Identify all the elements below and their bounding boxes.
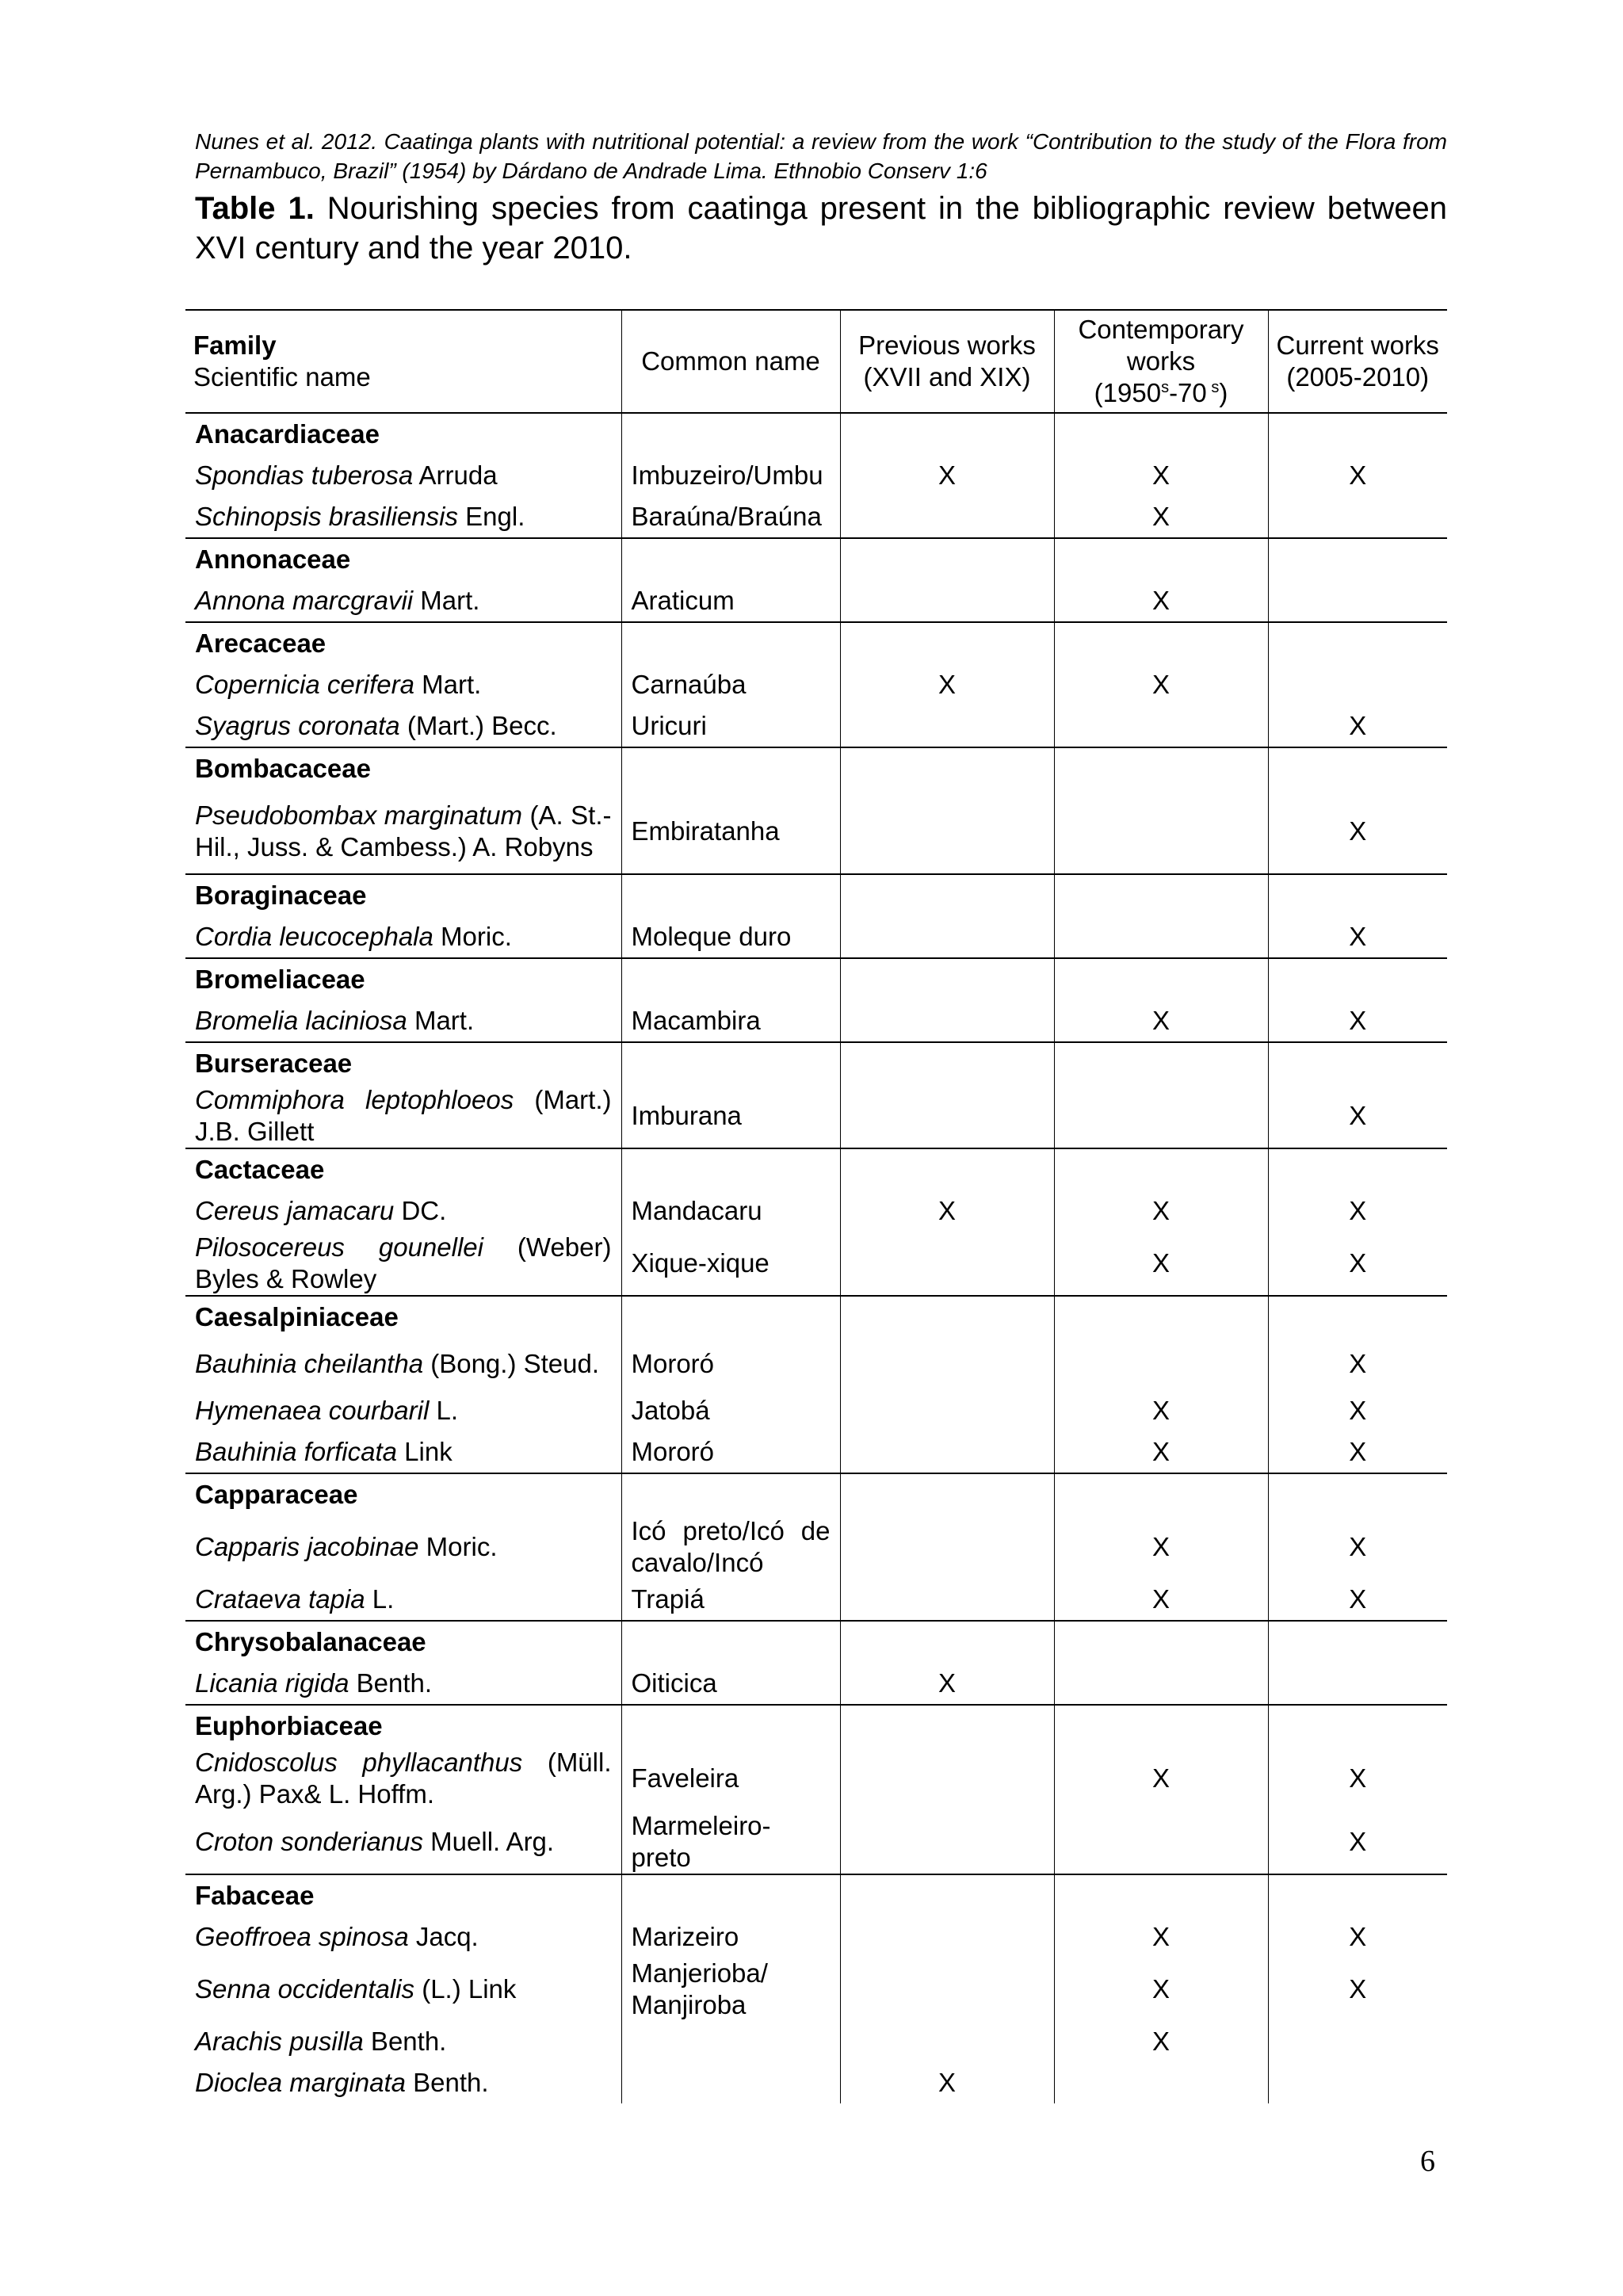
family-name: Fabaceae <box>185 1874 621 1916</box>
empty-cell <box>840 874 1054 916</box>
empty-cell <box>621 538 840 580</box>
previous-works-mark <box>840 1515 1054 1579</box>
empty-cell <box>1054 538 1268 580</box>
common-name: Trapiá <box>621 1579 840 1621</box>
previous-works-mark <box>840 1810 1054 1874</box>
empty-cell <box>840 622 1054 664</box>
previous-works-mark <box>840 1431 1054 1473</box>
empty-cell <box>621 1296 840 1338</box>
scientific-name-cell <box>185 1747 621 1810</box>
contemporary-works-mark: X <box>1054 2021 1268 2062</box>
scientific-name-cell <box>185 1958 621 2021</box>
species-row <box>185 1390 1447 1431</box>
empty-cell <box>1268 1705 1447 1747</box>
family-row <box>185 413 1447 455</box>
empty-cell <box>1268 538 1447 580</box>
empty-cell <box>1054 1705 1268 1747</box>
common-name <box>621 2021 840 2062</box>
scientific-name-cell <box>185 1431 621 1473</box>
scientific-name: Capparis jacobinae <box>195 1532 419 1561</box>
empty-cell <box>840 1148 1054 1190</box>
header-family: Family <box>193 330 277 360</box>
contemporary-works-mark: X <box>1054 1190 1268 1232</box>
empty-cell <box>1054 1148 1268 1190</box>
empty-cell <box>1268 874 1447 916</box>
scientific-name-cell <box>185 1663 621 1705</box>
family-row <box>185 1705 1447 1747</box>
previous-works-mark: X <box>840 455 1054 496</box>
contemporary-works-mark <box>1054 1810 1268 1874</box>
species-row <box>185 1916 1447 1958</box>
authority: Benth. <box>405 2068 489 2097</box>
scientific-name-cell <box>185 1190 621 1232</box>
empty-cell <box>621 747 840 789</box>
family-row <box>185 622 1447 664</box>
common-name: Jatobá <box>621 1390 840 1431</box>
previous-works-mark <box>840 496 1054 538</box>
empty-cell <box>840 1621 1054 1663</box>
empty-cell <box>1054 1296 1268 1338</box>
scientific-name: Dioclea marginata <box>195 2068 406 2097</box>
species-table <box>185 309 1447 2103</box>
scientific-name: Cnidoscolus phyllacanthus <box>195 1748 523 1777</box>
species-row <box>185 1663 1447 1705</box>
family-name: Bombacaceae <box>185 747 621 789</box>
empty-cell <box>1054 747 1268 789</box>
empty-cell <box>1268 958 1447 1000</box>
empty-cell <box>1054 1042 1268 1084</box>
species-row <box>185 580 1447 622</box>
scientific-name: Bromelia laciniosa <box>195 1006 407 1035</box>
current-works-mark: X <box>1268 789 1447 874</box>
current-works-mark <box>1268 1663 1447 1705</box>
citation-line-1: Nunes et al. 2012. Caatinga plants with nutritional potential: a review from the work “Contribution to the study of <box>195 129 1301 154</box>
common-name: Mororó <box>621 1431 840 1473</box>
header-current-works <box>1268 310 1447 413</box>
empty-cell <box>1268 747 1447 789</box>
empty-cell <box>1268 1148 1447 1190</box>
species-row <box>185 455 1447 496</box>
contemporary-works-mark: X <box>1054 1431 1268 1473</box>
header-family-scientific <box>185 310 621 413</box>
family-name: Chrysobalanaceae <box>185 1621 621 1663</box>
empty-cell <box>840 958 1054 1000</box>
common-name: Mororó <box>621 1338 840 1390</box>
previous-works-mark <box>840 1579 1054 1621</box>
header-contemporary-works <box>1054 310 1268 413</box>
family-row <box>185 747 1447 789</box>
common-name: Macambira <box>621 1000 840 1042</box>
previous-works-mark: X <box>840 1663 1054 1705</box>
authority: Link <box>397 1437 453 1466</box>
scientific-name-cell <box>185 1390 621 1431</box>
scientific-name-cell <box>185 2062 621 2103</box>
authority: (Mart.) Becc. <box>399 711 557 740</box>
contemporary-works-mark: X <box>1054 496 1268 538</box>
family-name: Bromeliaceae <box>185 958 621 1000</box>
empty-cell <box>621 1473 840 1515</box>
previous-works-mark: X <box>840 664 1054 705</box>
empty-cell <box>1268 1042 1447 1084</box>
contemporary-works-mark: X <box>1054 1000 1268 1042</box>
authority: Jacq. <box>408 1922 479 1951</box>
empty-cell <box>1268 413 1447 455</box>
current-works-mark: X <box>1268 1916 1447 1958</box>
common-name: Faveleira <box>621 1747 840 1810</box>
common-name <box>621 2062 840 2103</box>
common-name: Imburana <box>621 1084 840 1148</box>
empty-cell <box>840 413 1054 455</box>
scientific-name: Crataeva tapia <box>195 1584 365 1614</box>
authority: Engl. <box>457 502 525 531</box>
empty-cell <box>1268 1621 1447 1663</box>
header-contemporary-label: Contemporary works <box>1078 315 1244 376</box>
empty-cell <box>621 413 840 455</box>
scientific-name-cell <box>185 1515 621 1579</box>
species-row <box>185 1810 1447 1874</box>
current-works-mark: X <box>1268 1232 1447 1296</box>
scientific-name: Senna occidentalis <box>195 1974 415 2004</box>
family-row <box>185 958 1447 1000</box>
current-works-mark: X <box>1268 1338 1447 1390</box>
header-common-name: Common name <box>621 310 840 413</box>
scientific-name-cell <box>185 1000 621 1042</box>
family-name: Boraginaceae <box>185 874 621 916</box>
previous-works-mark <box>840 789 1054 874</box>
scientific-name: Commiphora leptophloeos <box>195 1085 514 1114</box>
authority: Benth. <box>363 2027 447 2056</box>
scientific-name-cell <box>185 580 621 622</box>
empty-cell <box>621 1042 840 1084</box>
scientific-name-cell <box>185 1232 621 1296</box>
citation-line-2: the Flora from Pernambuco, Brazil” (1954) by Dárdano de Andrade Lima. Ethnobio Conserv 1:6 <box>195 129 1447 183</box>
scientific-name: Geoffroea spinosa <box>195 1922 409 1951</box>
empty-cell <box>840 538 1054 580</box>
species-row <box>185 789 1447 874</box>
authority: Muell. Arg. <box>423 1827 555 1856</box>
current-works-mark: X <box>1268 1390 1447 1431</box>
family-row <box>185 1473 1447 1515</box>
scientific-name: Pilosocereus gounellei <box>195 1232 483 1262</box>
scientific-name-cell <box>185 1084 621 1148</box>
current-works-mark: X <box>1268 1810 1447 1874</box>
header-contemporary-year-70: -70 <box>1169 378 1207 407</box>
common-name: Uricuri <box>621 705 840 747</box>
contemporary-works-mark: X <box>1054 580 1268 622</box>
species-row <box>185 1190 1447 1232</box>
current-works-mark <box>1268 2062 1447 2103</box>
authority: L. <box>429 1396 459 1425</box>
header-current-label: Current works <box>1276 330 1439 360</box>
species-row <box>185 1084 1447 1148</box>
contemporary-works-mark: X <box>1054 1579 1268 1621</box>
empty-cell <box>621 622 840 664</box>
current-works-mark: X <box>1268 1579 1447 1621</box>
authority: Benth. <box>349 1668 433 1698</box>
empty-cell <box>1054 622 1268 664</box>
family-name: Anacardiaceae <box>185 413 621 455</box>
scientific-name: Cordia leucocephala <box>195 922 433 951</box>
scientific-name-cell <box>185 1338 621 1390</box>
previous-works-mark: X <box>840 1190 1054 1232</box>
previous-works-mark <box>840 1000 1054 1042</box>
species-row <box>185 1747 1447 1810</box>
previous-works-mark <box>840 580 1054 622</box>
family-name: Cactaceae <box>185 1148 621 1190</box>
scientific-name-cell <box>185 455 621 496</box>
current-works-mark: X <box>1268 1958 1447 2021</box>
scientific-name-cell <box>185 1916 621 1958</box>
species-row <box>185 1579 1447 1621</box>
previous-works-mark <box>840 1084 1054 1148</box>
previous-works-mark <box>840 1916 1054 1958</box>
current-works-mark: X <box>1268 1747 1447 1810</box>
empty-cell <box>840 747 1054 789</box>
authority: Mart. <box>414 670 482 699</box>
common-name: Carnaúba <box>621 664 840 705</box>
family-name: Capparaceae <box>185 1473 621 1515</box>
family-row <box>185 1148 1447 1190</box>
contemporary-works-mark <box>1054 705 1268 747</box>
common-name: Icó preto/Icó de cavalo/Incó <box>621 1515 840 1579</box>
previous-works-mark <box>840 1958 1054 2021</box>
empty-cell <box>1054 874 1268 916</box>
contemporary-works-mark <box>1054 1084 1268 1148</box>
table-caption <box>195 189 1447 268</box>
previous-works-mark <box>840 1390 1054 1431</box>
species-row <box>185 705 1447 747</box>
contemporary-works-mark <box>1054 1338 1268 1390</box>
current-works-mark: X <box>1268 1084 1447 1148</box>
current-works-mark: X <box>1268 1190 1447 1232</box>
scientific-name-cell <box>185 1579 621 1621</box>
page-number: 6 <box>1420 2145 1435 2178</box>
common-name: Marmeleiro-preto <box>621 1810 840 1874</box>
family-name: Arecaceae <box>185 622 621 664</box>
species-row <box>185 2062 1447 2103</box>
scientific-name-cell <box>185 705 621 747</box>
common-name: Marizeiro <box>621 1916 840 1958</box>
scientific-name-cell <box>185 496 621 538</box>
species-row <box>185 1431 1447 1473</box>
contemporary-works-mark <box>1054 916 1268 958</box>
species-row <box>185 916 1447 958</box>
family-row <box>185 1042 1447 1084</box>
empty-cell <box>1268 622 1447 664</box>
family-row <box>185 1296 1447 1338</box>
family-name: Annonaceae <box>185 538 621 580</box>
table-caption-label: Table 1. <box>195 191 315 226</box>
empty-cell <box>621 1705 840 1747</box>
empty-cell <box>621 1874 840 1916</box>
current-works-mark: X <box>1268 705 1447 747</box>
empty-cell <box>840 1473 1054 1515</box>
species-row <box>185 1232 1447 1296</box>
table-body <box>185 413 1447 2103</box>
scientific-name: Copernicia cerifera <box>195 670 414 699</box>
common-name: Mandacaru <box>621 1190 840 1232</box>
header-contemporary-year-1950: (1950 <box>1094 378 1162 407</box>
empty-cell <box>1054 1874 1268 1916</box>
previous-works-mark: X <box>840 2062 1054 2103</box>
contemporary-works-mark <box>1054 2062 1268 2103</box>
current-works-mark: X <box>1268 1431 1447 1473</box>
empty-cell <box>1268 1874 1447 1916</box>
current-works-mark <box>1268 580 1447 622</box>
empty-cell <box>1054 958 1268 1000</box>
common-name: Imbuzeiro/Umbu <box>621 455 840 496</box>
empty-cell <box>621 958 840 1000</box>
species-row <box>185 1338 1447 1390</box>
empty-cell <box>1054 1473 1268 1515</box>
family-name: Euphorbiaceae <box>185 1705 621 1747</box>
contemporary-works-mark: X <box>1054 1232 1268 1296</box>
previous-works-mark <box>840 916 1054 958</box>
family-name: Caesalpiniaceae <box>185 1296 621 1338</box>
previous-works-mark <box>840 705 1054 747</box>
current-works-mark: X <box>1268 1000 1447 1042</box>
common-name: Manjerioba/ Manjiroba <box>621 1958 840 2021</box>
scientific-name: Bauhinia cheilantha <box>195 1349 424 1378</box>
authority: (Weber) Byles & Rowley <box>195 1232 612 1293</box>
common-name: Xique-xique <box>621 1232 840 1296</box>
species-row <box>185 1958 1447 2021</box>
scientific-name-cell <box>185 789 621 874</box>
species-row <box>185 1515 1447 1579</box>
header-scientific: Scientific name <box>193 362 371 392</box>
scientific-name-cell <box>185 1810 621 1874</box>
common-name: Araticum <box>621 580 840 622</box>
empty-cell <box>840 1874 1054 1916</box>
empty-cell <box>840 1042 1054 1084</box>
contemporary-works-mark: X <box>1054 1390 1268 1431</box>
species-row <box>185 2021 1447 2062</box>
empty-cell <box>1054 1621 1268 1663</box>
previous-works-mark <box>840 2021 1054 2062</box>
current-works-mark: X <box>1268 455 1447 496</box>
header-contemporary-years <box>1094 378 1228 407</box>
contemporary-works-mark: X <box>1054 664 1268 705</box>
empty-cell <box>621 1621 840 1663</box>
family-row <box>185 874 1447 916</box>
previous-works-mark <box>840 1338 1054 1390</box>
header-contemporary-close: ) <box>1219 378 1228 407</box>
common-name: Baraúna/Braúna <box>621 496 840 538</box>
authority: (L.) Link <box>414 1974 517 2004</box>
current-works-mark: X <box>1268 1515 1447 1579</box>
contemporary-works-mark <box>1054 1663 1268 1705</box>
contemporary-works-mark <box>1054 789 1268 874</box>
empty-cell <box>1268 1473 1447 1515</box>
scientific-name: Spondias tuberosa <box>195 460 414 490</box>
scientific-name-cell <box>185 2021 621 2062</box>
empty-cell <box>1054 413 1268 455</box>
current-works-mark <box>1268 664 1447 705</box>
species-row <box>185 1000 1447 1042</box>
contemporary-works-mark: X <box>1054 1916 1268 1958</box>
empty-cell <box>840 1705 1054 1747</box>
header-contemporary-sup-1: s <box>1161 379 1170 396</box>
authority: L. <box>365 1584 395 1614</box>
scientific-name: Arachis pusilla <box>195 2027 364 2056</box>
species-row <box>185 496 1447 538</box>
current-works-mark: X <box>1268 916 1447 958</box>
scientific-name: Bauhinia forficata <box>195 1437 397 1466</box>
authority: Arruda <box>413 460 498 490</box>
current-works-mark <box>1268 2021 1447 2062</box>
scientific-name: Pseudobombax marginatum <box>195 800 523 830</box>
running-header <box>195 127 1447 185</box>
authority: (Bong.) Steud. <box>423 1349 600 1378</box>
common-name: Embiratanha <box>621 789 840 874</box>
authority: Mart. <box>407 1006 475 1035</box>
contemporary-works-mark: X <box>1054 455 1268 496</box>
table-caption-text: Nourishing species from caatinga present in the bibliographic review between XVI century and the year 2010. <box>195 191 1447 266</box>
authority: (A. St.-Hil., Juss. & Cambess.) A. Robyns <box>195 800 612 861</box>
common-name: Oiticica <box>621 1663 840 1705</box>
table-header-row <box>185 310 1447 413</box>
empty-cell <box>621 874 840 916</box>
common-name: Moleque duro <box>621 916 840 958</box>
header-previous-works: Previous works (XVII and XIX) <box>840 310 1054 413</box>
family-row <box>185 1874 1447 1916</box>
header-contemporary-sup-2: s <box>1206 379 1220 396</box>
scientific-name: Hymenaea courbaril <box>195 1396 430 1425</box>
authority: Mart. <box>413 586 480 615</box>
scientific-name: Syagrus coronata <box>195 711 400 740</box>
authority: Moric. <box>433 922 512 951</box>
family-row <box>185 1621 1447 1663</box>
authority: (Müll. Arg.) Pax& L. Hoffm. <box>195 1748 612 1809</box>
contemporary-works-mark: X <box>1054 1747 1268 1810</box>
contemporary-works-mark: X <box>1054 1515 1268 1579</box>
scientific-name: Annona marcgravii <box>195 586 414 615</box>
header-current-years: (2005-2010) <box>1286 362 1430 392</box>
scientific-name: Schinopsis brasiliensis <box>195 502 458 531</box>
authority: DC. <box>394 1196 447 1225</box>
scientific-name: Licania rigida <box>195 1668 349 1698</box>
empty-cell <box>621 1148 840 1190</box>
scientific-name: Croton sonderianus <box>195 1827 424 1856</box>
empty-cell <box>1268 1296 1447 1338</box>
family-name: Burseraceae <box>185 1042 621 1084</box>
family-row <box>185 538 1447 580</box>
contemporary-works-mark: X <box>1054 1958 1268 2021</box>
empty-cell <box>840 1296 1054 1338</box>
species-row <box>185 664 1447 705</box>
scientific-name-cell <box>185 916 621 958</box>
scientific-name-cell <box>185 664 621 705</box>
current-works-mark <box>1268 496 1447 538</box>
authority: Moric. <box>418 1532 498 1561</box>
scientific-name: Cereus jamacaru <box>195 1196 395 1225</box>
authority: (Mart.) J.B. Gillett <box>195 1085 612 1146</box>
previous-works-mark <box>840 1747 1054 1810</box>
previous-works-mark <box>840 1232 1054 1296</box>
